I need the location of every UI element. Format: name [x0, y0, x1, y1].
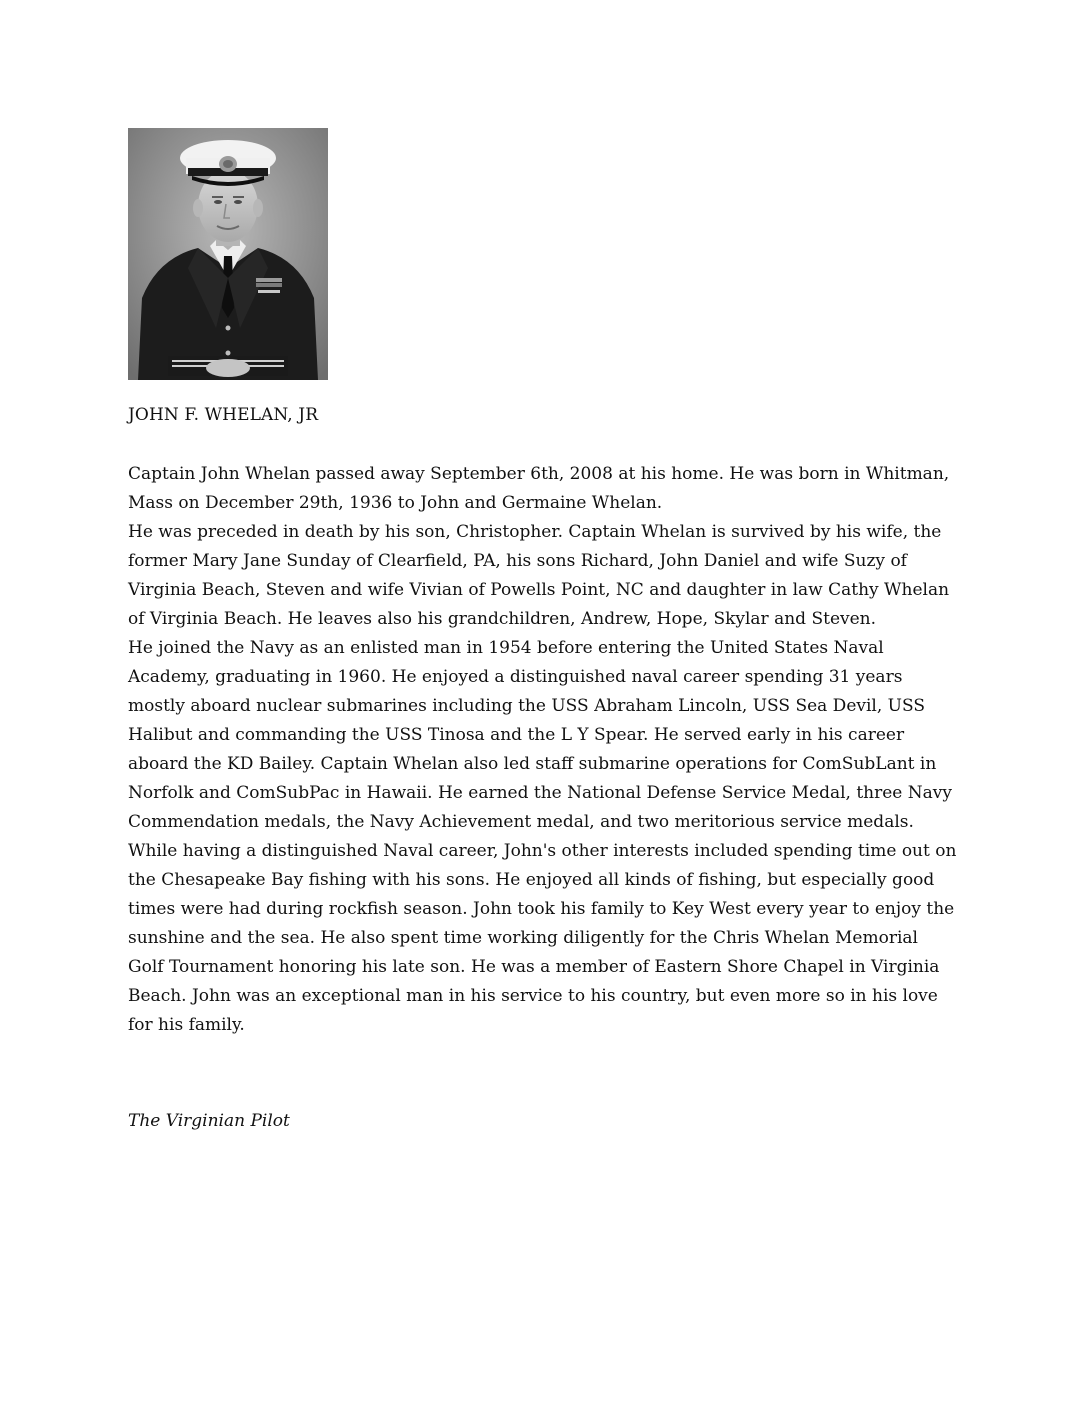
obituary-paragraph: Captain John Whelan passed away September 6th, 2008 at his home. He was born in Whitman, Mass on December 29th, 1936 to John and Germaine Whelan. [128, 464, 950, 513]
portrait-photo [128, 128, 328, 380]
obituary-name: JOHN F. WHELAN, JR [128, 405, 319, 425]
obituary-paragraph: While having a distinguished Naval career, John's other interests included spending time out on the Chesapeake Bay fishing with his sons. He enjoyed all kinds of fishing, but especially good times were had during rockfish season. John took his family to Key West every year to enjoy the sunshine and the sea. He also spent time working diligently for the Chris Whelan Memorial Golf Tournament honoring his late son. He was a member of Eastern Shore Chapel in Virginia Beach. John was an exceptional man in his service to his country, but even more so in his love for his family. [128, 841, 957, 1035]
obituary-body [128, 460, 958, 1040]
obituary-paragraph: He joined the Navy as an enlisted man in 1954 before entering the United States Naval Academy, graduating in 1960. He enjoyed a distinguished naval career spending 31 years mostly aboard nuclear submarines including the USS Abraham Lincoln, USS Sea Devil, USS Halibut and commanding the USS Tinosa and the L Y Spear. He served early in his career aboard the KD Bailey. Captain Whelan also led staff submarine operations for ComSubLant in Norfolk and ComSubPac in Hawaii. He earned the National Defense Service Medal, three Navy Commendation medals, the Navy Achievement medal, and two meritorious service medals. [128, 638, 952, 832]
publication-source: The Virginian Pilot [128, 1111, 290, 1131]
obituary-paragraph: He was preceded in death by his son, Christopher. Captain Whelan is survived by his wife, the former Mary Jane Sunday of Clearfield, PA, his sons Richard, John Daniel and wife Suzy of Virginia Beach, Steven and wife Vivian of Powells Point, NC and daughter in law Cathy Whelan of Virginia Beach. He leaves also his grandchildren, Andrew, Hope, Skylar and Steven. [128, 522, 950, 629]
